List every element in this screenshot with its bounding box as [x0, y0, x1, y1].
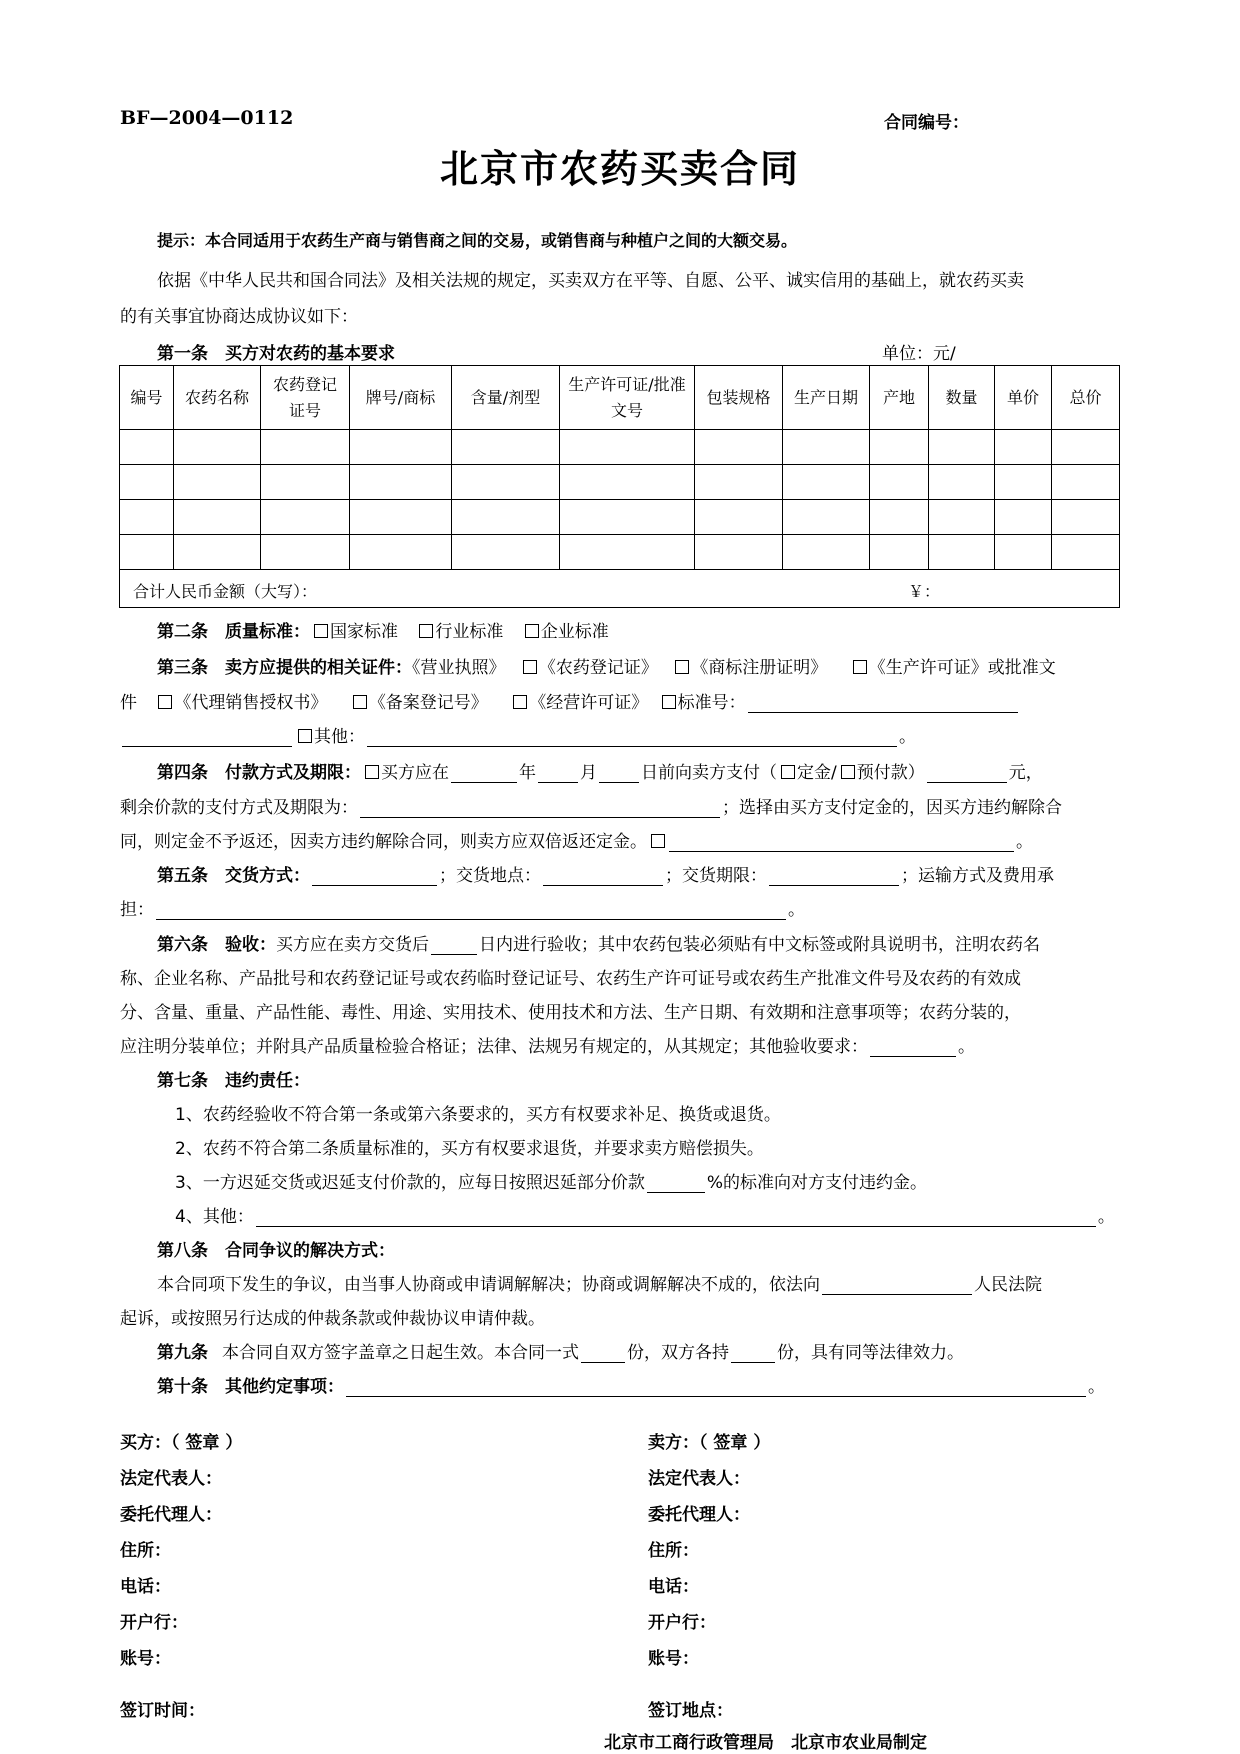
enterprise-standard-checkbox[interactable]	[525, 624, 539, 638]
amount-field[interactable]	[927, 765, 1007, 783]
table-cell[interactable]	[452, 430, 560, 465]
table-cell[interactable]	[783, 535, 870, 570]
col-header: 农药登记证号	[261, 366, 350, 430]
blank-field[interactable]	[669, 834, 1014, 852]
table-cell[interactable]	[929, 465, 995, 500]
delivery-period-field[interactable]	[769, 868, 899, 886]
article7-item3: 3、一方迟延交货或迟延支付价款的，应每日按照迟延部分价款 %的标准向对方支付违约金。	[175, 1173, 927, 1193]
checkbox[interactable]	[662, 695, 676, 709]
table-cell[interactable]	[995, 430, 1052, 465]
seller-address: 住所：	[648, 1541, 699, 1561]
court-field[interactable]	[822, 1277, 972, 1295]
article3-line2: 件 《代理销售授权书》 《备案登记号》 《经营许可证》 标准号：	[120, 688, 1020, 713]
table-cell[interactable]	[995, 500, 1052, 535]
basis-line-2: 的有关事宜协商达成协议如下：	[120, 307, 358, 327]
day-field[interactable]	[599, 765, 639, 783]
article4-line3: 同，则定金不予返还，因卖方违约解除合同，则卖方应双倍返还定金。 。	[120, 832, 1033, 852]
article2: 第二条 质量标准： 国家标准 行业标准 企业标准	[157, 622, 609, 642]
page-title: 北京市农药买卖合同	[439, 146, 800, 191]
table-cell[interactable]	[870, 500, 929, 535]
table-cell[interactable]	[1052, 430, 1120, 465]
sign-time-label: 签订时间：	[120, 1701, 205, 1721]
table-cell[interactable]	[560, 430, 695, 465]
table-cell[interactable]	[783, 500, 870, 535]
col-header: 牌号/商标	[350, 366, 452, 430]
article3-line3: 其他： 。	[120, 722, 916, 747]
article5-line2: 担： 。	[120, 900, 805, 920]
year-field[interactable]	[451, 765, 517, 783]
seller-account: 账号：	[648, 1649, 699, 1669]
seller-agent: 委托代理人：	[648, 1505, 750, 1525]
delivery-place-field[interactable]	[543, 868, 663, 886]
table-cell[interactable]	[120, 500, 174, 535]
article8-line1: 本合同项下发生的争议，由当事人协商或申请调解解决；协商或调解解决不成的，依法向 人民法院	[157, 1275, 1042, 1295]
col-header: 产地	[870, 366, 929, 430]
each-copies-field[interactable]	[731, 1345, 775, 1363]
article8-heading: 第八条 合同争议的解决方式：	[157, 1241, 395, 1261]
table-row	[120, 430, 1120, 465]
article6-line2: 称、企业名称、产品批号和农药登记证号或农药临时登记证号、农药生产许可证号或农药生产批准文件号及农药的有效成	[120, 969, 1021, 989]
month-field[interactable]	[538, 765, 578, 783]
table-cell[interactable]	[174, 430, 261, 465]
transport-cost-field[interactable]	[156, 902, 786, 920]
article7-heading: 第七条 违约责任：	[157, 1071, 310, 1091]
article10: 第十条 其他约定事项： 。	[157, 1377, 1105, 1397]
buyer-seal-label: 买方：（ 签章 ）	[120, 1433, 243, 1453]
standard-no-field[interactable]	[748, 695, 1018, 713]
table-cell[interactable]	[870, 535, 929, 570]
col-header: 生产许可证/批准文号	[560, 366, 695, 430]
total-cell[interactable]	[120, 570, 1120, 608]
sign-place-label: 签订地点：	[648, 1701, 733, 1721]
article9: 第九条 本合同自双方签字盖章之日起生效。本合同一式 份，双方各持 份，具有同等法律效力。	[157, 1343, 964, 1363]
article5-line1: 第五条 交货方式： ；交货地点： ；交货期限： ；运输方式及费用承	[157, 866, 1054, 886]
buyer-address: 住所：	[120, 1541, 171, 1561]
yen-label: ￥：	[908, 582, 941, 601]
table-cell[interactable]	[870, 465, 929, 500]
table-cell[interactable]	[350, 500, 452, 535]
blank-field[interactable]	[122, 729, 292, 747]
pesticide-table	[119, 365, 1120, 608]
buyer-phone: 电话：	[120, 1577, 171, 1597]
table-cell[interactable]	[261, 430, 350, 465]
article7-item4: 4、其他： 。	[175, 1207, 1115, 1227]
table-cell[interactable]	[120, 465, 174, 500]
delivery-method-field[interactable]	[312, 868, 437, 886]
table-cell[interactable]	[929, 430, 995, 465]
checkbox[interactable]	[523, 660, 537, 674]
buyer-account: 账号：	[120, 1649, 171, 1669]
article7-item1: 1、农药经验收不符合第一条或第六条要求的，买方有权要求补足、换货或退货。	[175, 1105, 781, 1125]
unit-label: 单位：元/	[882, 344, 956, 364]
table-cell[interactable]	[174, 465, 261, 500]
checkbox[interactable]	[158, 695, 172, 709]
table-cell[interactable]	[174, 535, 261, 570]
table-row	[120, 500, 1120, 535]
deposit-checkbox[interactable]	[781, 765, 795, 779]
col-header: 包装规格	[695, 366, 783, 430]
basis-line-1: 依据《中华人民共和国合同法》及相关法规的规定，买卖双方在平等、自愿、公平、诚实信用的基础上，就农药买卖	[157, 271, 1024, 291]
table-cell[interactable]	[120, 535, 174, 570]
table-cell[interactable]	[870, 430, 929, 465]
checkbox[interactable]	[298, 729, 312, 743]
buyer-bank: 开户行：	[120, 1613, 188, 1633]
other-inspection-field[interactable]	[870, 1039, 956, 1057]
article4-line1: 第四条 付款方式及期限： 买方应在 年 月 日前向卖方支付（ 定金/ 预付款） 元，	[157, 763, 1043, 783]
table-cell[interactable]	[560, 465, 695, 500]
table-cell[interactable]	[695, 465, 783, 500]
table-cell[interactable]	[452, 535, 560, 570]
seller-legal-rep: 法定代表人：	[648, 1469, 750, 1489]
table-cell[interactable]	[261, 535, 350, 570]
copies-field[interactable]	[581, 1345, 625, 1363]
checkbox[interactable]	[365, 765, 379, 779]
table-cell[interactable]	[350, 430, 452, 465]
table-cell[interactable]	[560, 500, 695, 535]
table-cell[interactable]	[929, 500, 995, 535]
table-header-row	[120, 366, 1120, 430]
col-header: 单价	[995, 366, 1052, 430]
seller-bank: 开户行：	[648, 1613, 716, 1633]
article7-item2: 2、农药不符合第二条质量标准的，买方有权要求退货，并要求卖方赔偿损失。	[175, 1139, 764, 1159]
col-header: 农药名称	[174, 366, 261, 430]
other-agreements-field[interactable]	[346, 1379, 1086, 1397]
article4-line2: 剩余价款的支付方式及期限为： ；选择由买方支付定金的，因买方违约解除合	[120, 798, 1062, 818]
national-standard-checkbox[interactable]	[314, 624, 328, 638]
form-code: BF—2004—0112	[120, 107, 294, 129]
col-header: 含量/剂型	[452, 366, 560, 430]
table-row	[120, 535, 1120, 570]
article1-heading: 第一条 买方对农药的基本要求	[157, 344, 395, 364]
penalty-rate-field[interactable]	[647, 1175, 705, 1193]
col-header: 总价	[1052, 366, 1120, 430]
seller-seal-label: 卖方：（ 签章 ）	[648, 1433, 771, 1453]
prepay-checkbox[interactable]	[841, 765, 855, 779]
table-cell[interactable]	[261, 465, 350, 500]
article6-line3: 分、含量、重量、产品性能、毒性、用途、实用技术、使用技术和方法、生产日期、有效期和注意事项等；农药分装的，	[120, 1003, 1021, 1023]
table-cell[interactable]	[1052, 535, 1120, 570]
table-cell[interactable]	[452, 465, 560, 500]
table-cell[interactable]	[1052, 465, 1120, 500]
buyer-agent: 委托代理人：	[120, 1505, 222, 1525]
article6-line4: 应注明分装单位；并附具产品质量检验合格证；法律、法规另有规定的，从其规定；其他验收要求： 。	[120, 1037, 975, 1057]
total-amount-label: 合计人民币金额（大写）：	[133, 582, 318, 601]
table-cell[interactable]	[560, 535, 695, 570]
inspection-days-field[interactable]	[431, 937, 477, 955]
checkbox[interactable]	[651, 834, 665, 848]
article8-line2: 起诉，或按照另行达成的仲裁条款或仲裁协议申请仲裁。	[120, 1309, 545, 1329]
issuer-footer: 北京市工商行政管理局 北京市农业局制定	[604, 1733, 927, 1753]
table-total-row	[120, 570, 1120, 608]
checkbox[interactable]	[353, 695, 367, 709]
payment-terms-field[interactable]	[360, 800, 720, 818]
table-cell[interactable]	[120, 430, 174, 465]
article3-line1: 第三条 卖方应提供的相关证件：《营业执照》 《农药登记证》 《商标注册证明》 《生产许可证》或批准文	[157, 658, 1056, 678]
table-cell[interactable]	[929, 535, 995, 570]
table-cell[interactable]	[261, 500, 350, 535]
table-cell[interactable]	[695, 430, 783, 465]
checkbox[interactable]	[853, 660, 867, 674]
other-liability-field[interactable]	[256, 1209, 1096, 1227]
table-cell[interactable]	[350, 535, 452, 570]
table-cell[interactable]	[695, 500, 783, 535]
table-cell[interactable]	[783, 465, 870, 500]
col-header: 数量	[929, 366, 995, 430]
seller-phone: 电话：	[648, 1577, 699, 1597]
hint-text: 提示：本合同适用于农药生产商与销售商之间的交易，或销售商与种植户之间的大额交易。	[157, 231, 798, 250]
industry-standard-checkbox[interactable]	[419, 624, 433, 638]
checkbox[interactable]	[675, 660, 689, 674]
table-cell[interactable]	[783, 430, 870, 465]
col-header: 生产日期	[783, 366, 870, 430]
table-cell[interactable]	[695, 535, 783, 570]
contract-number-label: 合同编号：	[884, 113, 969, 133]
table-cell[interactable]	[995, 465, 1052, 500]
article6-line1: 第六条 验收：买方应在卖方交货后 日内进行验收；其中农药包装必须贴有中文标签或附具说明书，注明农药名	[157, 935, 1040, 955]
table-row	[120, 465, 1120, 500]
table-cell[interactable]	[1052, 500, 1120, 535]
table-cell[interactable]	[174, 500, 261, 535]
table-cell[interactable]	[350, 465, 452, 500]
other-docs-field[interactable]	[367, 729, 897, 747]
table-cell[interactable]	[452, 500, 560, 535]
col-header: 编号	[120, 366, 174, 430]
table-cell[interactable]	[995, 535, 1052, 570]
buyer-legal-rep: 法定代表人：	[120, 1469, 222, 1489]
checkbox[interactable]	[513, 695, 527, 709]
